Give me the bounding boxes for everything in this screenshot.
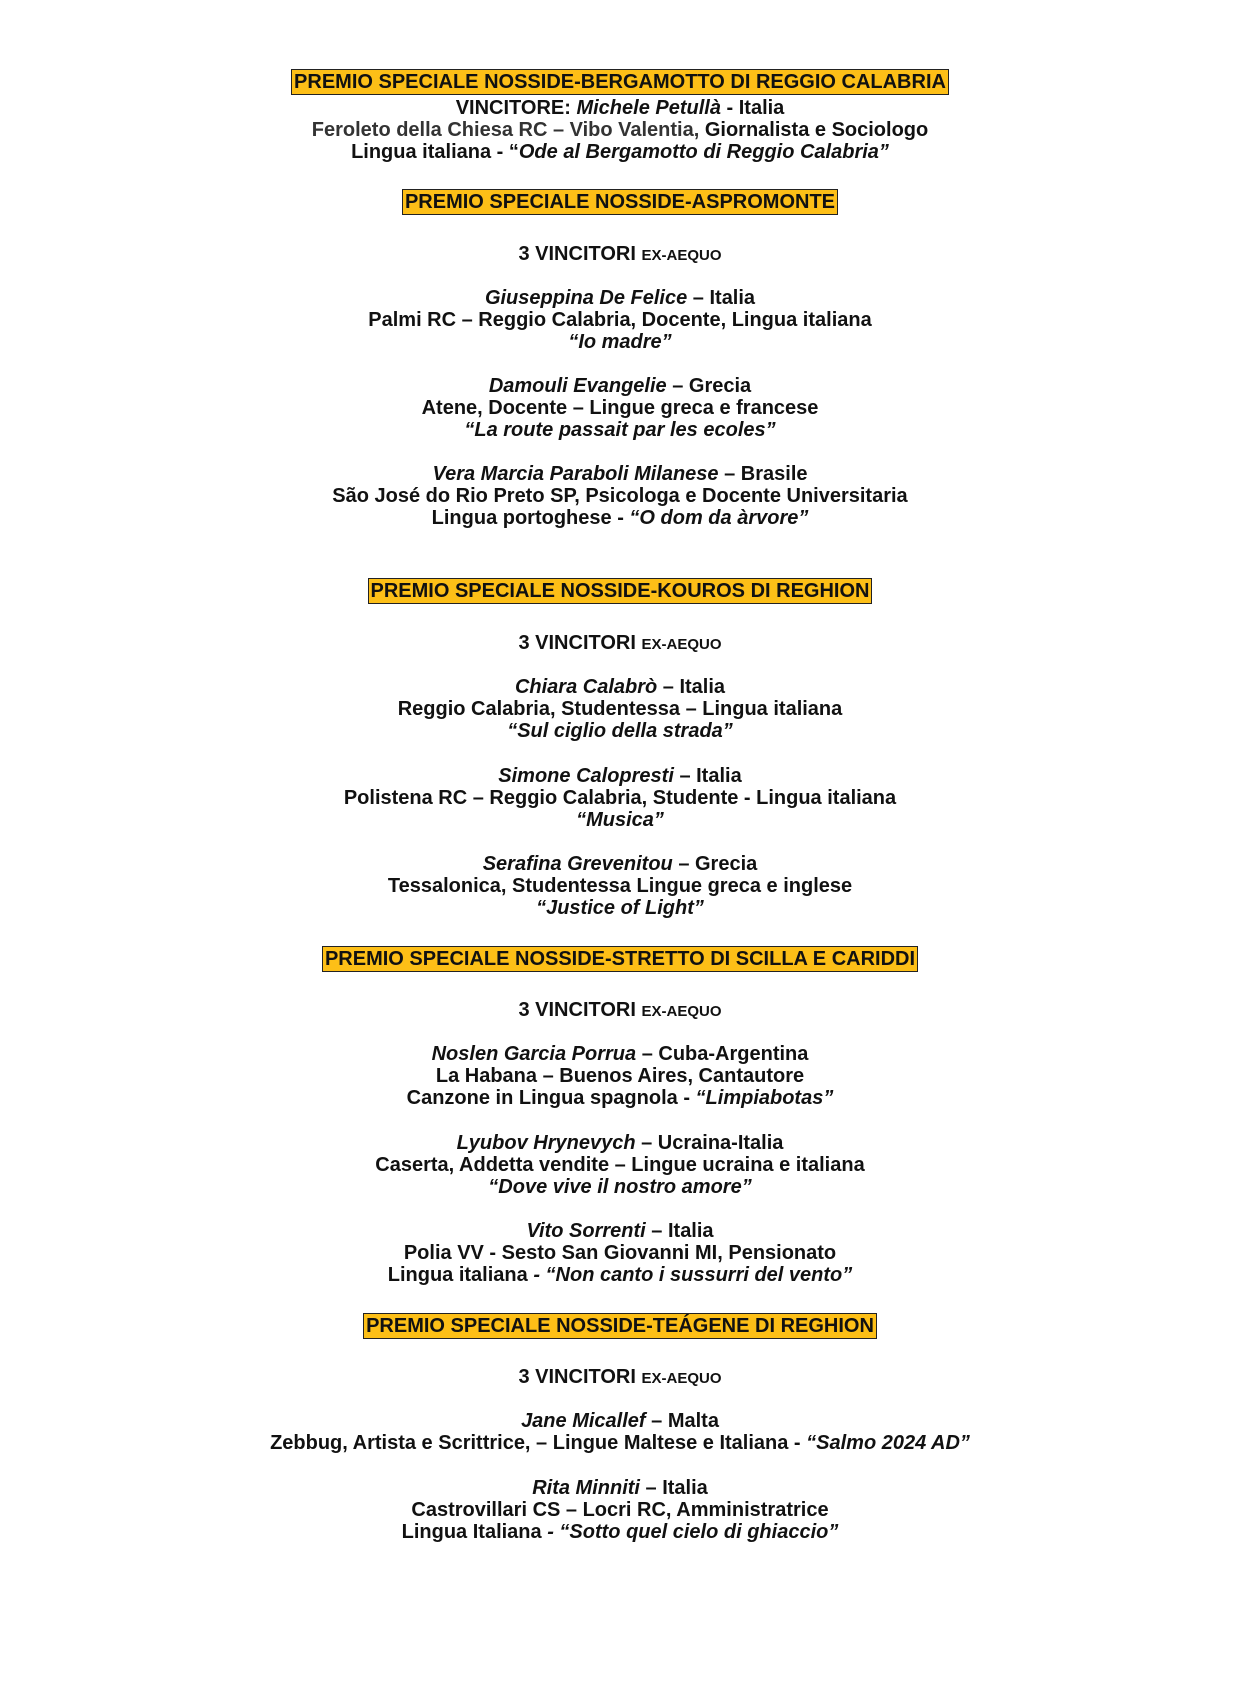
entry-language: Lingua Italiana (401, 1521, 542, 1543)
entry-name-line (0, 1042, 1240, 1066)
winner-title: Ode al Bergamotto di Reggio Calabria” (518, 141, 889, 163)
entry-details-text: Caserta, Addetta vendite – Lingue ucraina e italiana (375, 1154, 865, 1176)
entry-details-text: Reggio Calabria, Studentessa – Lingua italiana (397, 698, 843, 720)
entry-title: “Salmo 2024 AD” (806, 1432, 970, 1454)
winner-location: Feroleto della Chiesa RC – Vibo Valentia, (311, 119, 700, 141)
heading-highlight: PREMIO SPECIALE NOSSIDE-STRETTO DI SCILLA E CARIDDI (322, 946, 918, 972)
entry-title-line (0, 808, 1240, 832)
entry-name: Chiara Calabrò (514, 676, 658, 698)
heading-highlight: PREMIO SPECIALE NOSSIDE-KOUROS DI REGHION (368, 578, 873, 604)
entry-title-line (0, 1086, 1240, 1110)
winners-count (0, 242, 1240, 268)
entry-details-text: Castrovillari CS – Locri RC, Amministratrice (411, 1499, 829, 1521)
entry-title: “Io madre” (568, 331, 672, 353)
entry-country: – Italia (645, 1220, 714, 1242)
section-heading-kouros (0, 578, 1240, 604)
entry-title: “Limpiabotas” (695, 1087, 834, 1109)
entry-title: “Dove vive il nostro amore” (488, 1176, 752, 1198)
winner-line (0, 96, 1240, 120)
entry-details-text: São José do Rio Preto SP, Psicologa e Docente Universitaria (332, 485, 908, 507)
entry-name-line (0, 462, 1240, 486)
section-heading-teagene (0, 1313, 1240, 1339)
entry-details (0, 786, 1240, 810)
entry-details (0, 484, 1240, 508)
entry-country: – Grecia (672, 853, 758, 875)
entry-title: “O dom da àrvore” (629, 507, 809, 529)
entry-name: Giuseppina De Felice (484, 287, 688, 309)
winners-count (0, 998, 1240, 1024)
entry-title: “La route passait par les ecoles” (464, 419, 776, 441)
exaequo-label: EX-AEQUO (641, 247, 722, 264)
entry-details-text: Polia VV - Sesto San Giovanni MI, Pensionato (403, 1242, 837, 1264)
entry-name-line (0, 374, 1240, 398)
count-label: 3 VINCITORI (518, 999, 642, 1021)
winner-language: Lingua italiana - “ (351, 141, 519, 163)
entry-name-line (0, 675, 1240, 699)
heading-highlight: PREMIO SPECIALE NOSSIDE-TEÁGENE DI REGHION (363, 1313, 877, 1339)
entry-details (0, 874, 1240, 898)
entry-language: Canzone in Lingua spagnola - (406, 1087, 696, 1109)
entry-name-line (0, 286, 1240, 310)
entry-name-line (0, 1219, 1240, 1243)
winner-country: - Italia (720, 97, 785, 119)
heading-highlight: PREMIO SPECIALE NOSSIDE-ASPROMONTE (402, 189, 838, 215)
entry-details (0, 1241, 1240, 1265)
entry-title: “Sul ciglio della strada” (507, 720, 733, 742)
entry-details (0, 308, 1240, 332)
winners-count (0, 631, 1240, 657)
entry-details (0, 1064, 1240, 1088)
entry-name-line (0, 1476, 1240, 1500)
entry-name: Serafina Grevenitou (482, 853, 673, 875)
entry-name-line (0, 1409, 1240, 1433)
section-heading-bergamotto (0, 69, 1240, 95)
entry-language: Lingua portoghese - (431, 507, 630, 529)
entry-title-line (0, 1520, 1240, 1544)
section-heading-stretto (0, 946, 1240, 972)
count-label: 3 VINCITORI (518, 243, 642, 265)
entry-details-text: Zebbug, Artista e Scrittrice, – Lingue Maltese e Italiana - (270, 1432, 807, 1454)
entry-country: – Malta (645, 1410, 719, 1432)
entry-title: - “Non canto i sussurri del vento” (527, 1264, 853, 1286)
exaequo-label: EX-AEQUO (641, 1003, 722, 1020)
entry-name: Vera Marcia Paraboli Milanese (432, 463, 719, 485)
heading-highlight: PREMIO SPECIALE NOSSIDE-BERGAMOTTO DI REGGIO CALABRIA (291, 69, 949, 95)
winner-profession: Giornalista e Sociologo (699, 119, 929, 141)
entry-language: Lingua italiana (387, 1264, 528, 1286)
winner-work (0, 140, 1240, 164)
entry-details-text: Polistena RC – Reggio Calabria, Studente - Lingua italiana (343, 787, 897, 809)
entry-country: – Ucraina-Italia (635, 1132, 784, 1154)
entry-name-line (0, 764, 1240, 788)
entry-name: Jane Micallef (521, 1410, 646, 1432)
entry-details-text: Palmi RC – Reggio Calabria, Docente, Lingua italiana (368, 309, 872, 331)
entry-title-line (0, 418, 1240, 442)
entry-title-line (0, 330, 1240, 354)
count-label: 3 VINCITORI (518, 632, 642, 654)
section-heading-aspromonte (0, 189, 1240, 215)
entry-title-line (0, 1175, 1240, 1199)
entry-details (0, 396, 1240, 420)
entry-details (0, 1431, 1240, 1455)
entry-name: Damouli Evangelie (488, 375, 667, 397)
entry-country: – Italia (639, 1477, 708, 1499)
entry-title-line (0, 719, 1240, 743)
count-label: 3 VINCITORI (518, 1366, 642, 1388)
entry-country: – Brasile (718, 463, 808, 485)
entry-title-line (0, 506, 1240, 530)
entry-details-text: Tessalonica, Studentessa Lingue greca e inglese (387, 875, 853, 897)
entry-country: – Italia (657, 676, 726, 698)
entry-country: – Italia (673, 765, 742, 787)
entry-details-text: Atene, Docente – Lingue greca e francese (421, 397, 819, 419)
winner-name: Michele Petullà (576, 97, 721, 119)
exaequo-label: EX-AEQUO (641, 1370, 722, 1387)
winners-count (0, 1365, 1240, 1391)
entry-name-line (0, 1131, 1240, 1155)
entry-name: Vito Sorrenti (526, 1220, 646, 1242)
entry-title: - “Sotto quel cielo di ghiaccio” (541, 1521, 839, 1543)
entry-name-line (0, 852, 1240, 876)
entry-country: – Grecia (666, 375, 752, 397)
winner-label: VINCITORE: (455, 97, 577, 119)
entry-details-text: La Habana – Buenos Aires, Cantautore (435, 1065, 805, 1087)
entry-name: Simone Calopresti (498, 765, 674, 787)
entry-country: – Cuba-Argentina (636, 1043, 809, 1065)
entry-name: Rita Minniti (532, 1477, 640, 1499)
entry-details (0, 1153, 1240, 1177)
entry-title: “Justice of Light” (536, 897, 704, 919)
entry-title-line (0, 1263, 1240, 1287)
entry-name: Noslen Garcia Porrua (431, 1043, 637, 1065)
entry-details (0, 697, 1240, 721)
exaequo-label: EX-AEQUO (641, 636, 722, 653)
entry-title-line (0, 896, 1240, 920)
entry-country: – Italia (687, 287, 756, 309)
entry-details (0, 1498, 1240, 1522)
winner-details (0, 118, 1240, 142)
entry-name: Lyubov Hrynevych (456, 1132, 636, 1154)
entry-title: “Musica” (576, 809, 664, 831)
